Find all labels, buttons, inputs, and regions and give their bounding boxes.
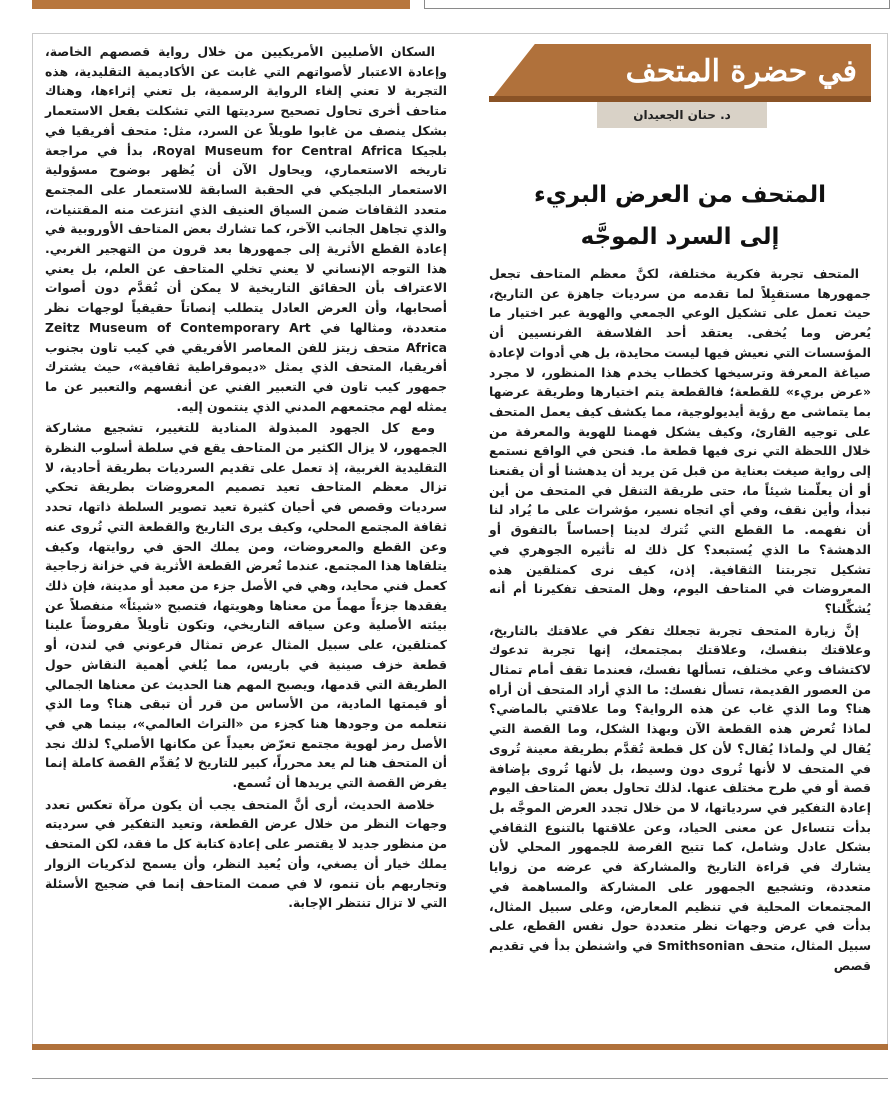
bottom-thin-rule (32, 1078, 888, 1079)
headline-line-1: المتحف من العرض البريء (533, 182, 827, 208)
top-decorative-rule (32, 0, 410, 9)
paragraph: إنَّ زيارة المتحف تجربة تجعلك تفكر في علاقتك بالتاريخ، وعلاقتك بنفسك، وعلاقتك بمجتمعك، إنها تجربة تدعوك لاكتشاف وعي مختلف، تسألها نفسك، فعندما تقف أمام تمثال من العصور القديمة، تسأل نفسك: ما الذي أراد المتحف أن أراه هنا؟ وما الذي غاب عن هذه الرواية؟ وما علاقتي بالماضي؟ لماذا تُعرض هذه القطعة الآن وبهذا الشكل، وما القصة التي يُقال لي ولماذا يُقال؟ لأن كل قطعة تُقدَّم بطريقة معينة تُروى في المتحف لا لأنها تُروى دون وسيط، بل لأنها تُروى بإضافة قصة أو في طرح مختلف عنها. لذلك تحاول بعض المتاحف اليوم إعادة التفكير في سردياتها، لا من خلال تجدد العرض الموجَّه بل بدأت تتساءل عن معنى الحياد، وعن علاقتها بالتنوع الثقافي بشكل عادل وشامل، كما تتيح الفرصة للجمهور المحلي لأن يشارك في قراءة التاريخ والمشاركة في عرضه من زوايا متعددة، وتشجيع الجمهور على المشاركة والمساهمة في المجتمعات المحلية في تنظيم المعارض، وعلى سبيل المثال، بدأت في عرض وجهات نظر متعددة حول نفس القطع، على سبيل المثال، متحف Smithsonian في واشنطن بدأ في تقديم قصص (489, 622, 871, 973)
paragraph: المتحف تجربة فكرية مختلفة، لكنَّ معظم المتاحف تجعل جمهورها مستقبِلاً لما تقدمه من سرديات جاهزة عن التاريخ، حيث تعمل على تشكيل الوعي الجمعي والهوية عبر اختيار ما يُعرض وما يُخفى. يعتقد أحد الفلاسفة الفرنسيين أن المؤسسات التي نعيش فيها ليست محايدة، بل هي أدوات لإعادة صياغة المعرفة وترسيخها كخطاب يخدم هذا المنظور، لا مجرد «عرض بريء» للقطعة؛ فالقطعة يتم اختيارها وطريقة عرضها بما يتماشى مع رؤية أيديولوجية، مما يكشف كيف يعمل المتحف على توجيه القارئ، وكيف يشكل فهمنا للهوية والمعرفة من خلال اللحظة التي نرى فيها قطعة ما. فنحن في الواقع نستمع إلى رواية صيغت بعناية من قبل مَن يريد أن يدهشنا أو أن يقنعنا أو أن يعلّمنا شيئاً ما، حتى طريقة التنقل في المتحف من أين نبدأ، وأين نقف، وفي أي اتجاه نسير، مؤشرات على ما يُراد لنا أن نفهمه. ما القطع التي تُترك لدينا إحساساً بالتفوق أو الدهشة؟ ما الذي يُستبعد؟ كل ذلك له تأثيره الجوهري في تشكيل تجربتنا الثقافية. إذن، كيف نرى كمتلقين هذه المعروضات في المتاحف اليوم، وهل المتحف تفكيرنا أم أنه يُشكِّلنا؟ (489, 266, 871, 616)
paragraph: خلاصة الحديث، أرى أنَّ المتحف يجب أن يكون مرآة تعكس تعدد وجهات النظر من خلال عرض القطعة، وتعيد التفكير في سرديته من منظور جديد لا يقتصر على إعادة كتابة كل ما فقد، لكن المتحف يملك خيار أن يصغي، وأن يُعيد النظر، وأن يسمح لذكريات الزوار وتجاربهم بأن تنمو، لا في صمت المتاحف إنما في ضجيج الأسئلة التي لا تزال تنتظر الإجابة. (45, 796, 447, 911)
right-text-column (489, 264, 871, 977)
top-page-frame (424, 0, 890, 9)
article-headline (489, 174, 871, 258)
paragraph: ومع كل الجهود المبذولة المنادية للتغيير، تشجيع مشاركة الجمهور، لا يزال الكثير من المتاحف يقع في سلطة أسلوب النظرة التقليدية الغربية، إذ تعمل على تقديم السرديات بطريقة أحادية، لا تزال معظم المتاحف تعيد تصميم المعروضات بطريقة تحكي سرديات وقصص في أحيان كثيرة تعيد تصوير السلطة ذاتها، تحدد ثقافة المجتمع المحلي، وكيف يرى التاريخ والقطعة التي تُروى عنه وعن القطع والمعروضات، ومن يملك الحق في روايتها، وكيف يتلقاها هذا المجتمع. عندما تُعرض القطعة الأثرية في خزانة زجاجية كعمل فني محايد، وهي في الأصل جزء من معبد أو مدينة، فإن ذلك يفقدها جزءاً مهماً من معناها وهويتها، فتصبح «شيئاً» منفصلاً عن بيئته الأصلية وعن سياقه التاريخي، وتكون تأويلاً مفروضاً علينا كمتلقين، على سبيل المثال عرض تمثال فرعوني في لندن، أو قطعة خزف صينية في باريس، مما يُلغي أهمية النقاش حول الطريقة التي قدمها، ويصبح المهم هنا الحديث عن معناها الجمالي أو قيمتها المادية، من الأساس من قرر أن تبقى هنا؟ وما الذي نتعلمه من وجودها هنا كجزء من «التراث العالمي»، بينما هي في الأصل رمز لهوية مجتمع تعرّض بعيداً عن مكانها الأصلي؟ لذلك نجد أن المتحف هنا لم يعد محرراً، كبير للتاريخ لا يُقدِّم القصة كاملة إنما يفرض القصة التي يريدها أن تُسمع. (45, 420, 447, 791)
bottom-decorative-rule (32, 1044, 888, 1050)
article-frame (32, 33, 888, 1045)
headline-line-2: إلى السرد الموجَّه (580, 224, 780, 250)
rubric-title: في حضرة المتحف (625, 54, 857, 89)
paragraph: السكان الأصليين الأمريكيين من خلال رواية قصصهم الخاصة، وإعادة الاعتبار لأصواتهم التي غابت عن الأكاديمية التقليدية، هذه التجربة لا تعني إلغاء الرواية الرسمية، بل تعني إثراءها، وهناك متاحف أخرى تحاول تصحيح سرديتها التي تشكلت بفعل الاستعمار بشكل ينصف من غابوا طويلاً عن السرد، مثل: متحف أفريقيا في بلجيكا Royal Museum for Central Africa، بدأ في مراجعة تاريخه الاستعماري، ويحاول الآن أن يُظهر بوضوح مسؤولية الاستعمار البلجيكي في الحقبة السابقة للاستعمار على المجتمع متعدد الثقافات ضمن السياق العنيف الذي انتزعت منه المقتنيات، والذي تجاهل الجانب الآخر، كما تشارك بعض المتاحف الأوروبية في إعادة القطع الأثرية إلى جمهورها بعد قرون من التهجير الغربي. هذا التوجه الإنساني لا يعني تخلي المتاحف عن العلم، بل يعني الاعتراف بأن الحقائق التاريخية لا يمكن أن تُقدَّم دون أصوات أصحابها، وأن العرض العادل يتطلب إنصاتاً حقيقياً لوجهات نظر متعددة، ومثالها في Zeitz Museum of Contemporary Art Africa متحف زيتز للفن المعاصر الأفريقي في كيب تاون بجنوب أفريقيا، المتحف الذي يمثل «ديموقراطية ثقافية»، حيث يشترك جمهور كيب تاون في التعبير الفني عن أنفسهم والتعبير عن ما يمثله لهم مجتمعهم المدني الذي ينتمون إليه. (45, 44, 448, 414)
author-byline: د. حنان الجعيدان (597, 102, 767, 128)
left-text-column (45, 42, 447, 915)
